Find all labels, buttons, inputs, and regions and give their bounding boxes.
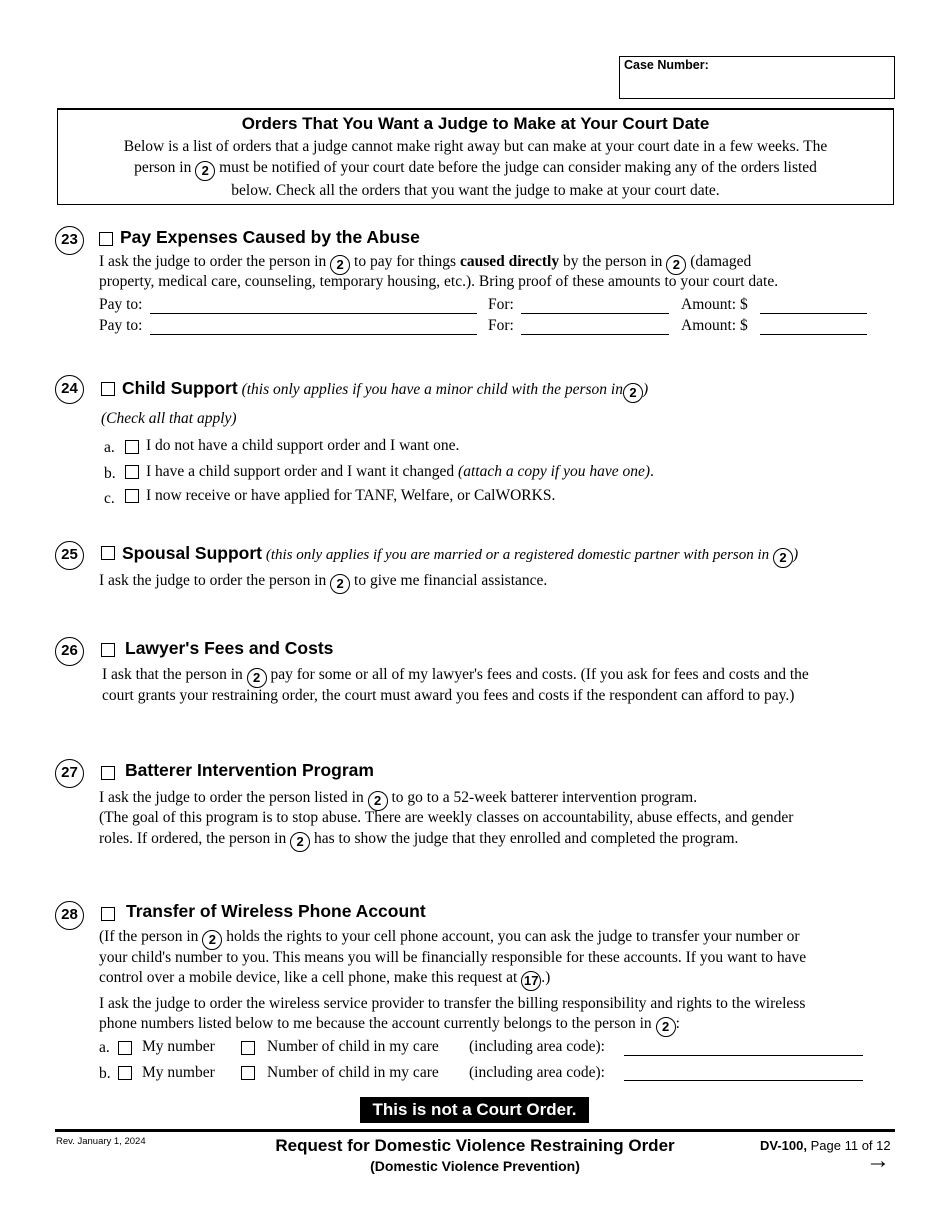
form-title: Request for Domestic Violence Restraining Order: [275, 1136, 675, 1155]
child-number-label-a: Number of child in my care: [267, 1038, 439, 1055]
option-b-text: I have a child support order and I want it changed (attach a copy if you have one).: [146, 463, 654, 480]
intro-title: Orders That You Want a Judge to Make at Your Court Date: [241, 114, 710, 133]
ref-2-badge: 2: [330, 574, 350, 594]
heading-batterer-program: Batterer Intervention Program: [125, 760, 374, 780]
item-number-23: 23: [55, 226, 84, 255]
ref-2-badge: 2: [656, 1017, 676, 1037]
pay-to-label-2: Pay to:: [99, 317, 143, 334]
phone-row-a-letter: a.: [99, 1039, 110, 1056]
s28-text-line1: (If the person in 2 holds the rights to your cell phone account, you can ask the judge to transfer your number or: [99, 927, 800, 950]
s26-text-line1: I ask that the person in 2 pay for some or all of my lawyer's fees and costs. (If you ask for fees and costs and the: [102, 665, 809, 688]
s28-text-line5: phone numbers listed below to me because the account currently belongs to the person in 2 :: [99, 1014, 680, 1037]
child-number-label-b: Number of child in my care: [267, 1064, 439, 1081]
ref-2-badge: 2: [368, 791, 388, 811]
for-field-2[interactable]: [521, 334, 669, 335]
for-field-1[interactable]: [521, 313, 669, 314]
ref-2-badge: 2: [247, 668, 267, 688]
heading-spousal-support: Spousal Support: [122, 543, 262, 563]
checkbox-wireless-transfer[interactable]: [101, 907, 115, 921]
amount-field-1[interactable]: [760, 313, 867, 314]
option-a-letter: a.: [104, 439, 115, 456]
checkbox-lawyers-fees[interactable]: [101, 643, 115, 657]
checkbox-change-child-support-order[interactable]: [125, 465, 139, 479]
pay-to-label-1: Pay to:: [99, 296, 143, 313]
item-number-27: 27: [55, 759, 84, 788]
s28-text-line2: your child's number to you. This means you will be financially responsible for these accounts. If you want to have: [99, 949, 807, 966]
s28-text-line4: I ask the judge to order the wireless service provider to transfer the billing responsibility and rights to the wireless: [99, 995, 806, 1012]
page-indicator: DV-100, Page 11 of 12: [760, 1138, 891, 1153]
my-number-label-a: My number: [142, 1038, 215, 1055]
form-subtitle: (Domestic Violence Prevention): [370, 1158, 580, 1174]
checkbox-child-number-b[interactable]: [241, 1066, 255, 1080]
for-label-1: For:: [488, 296, 514, 313]
s26-text-line2: court grants your restraining order, the court must award you fees and costs if the respondent can afford to pay.): [102, 687, 795, 704]
s27-text-line1: I ask the judge to order the person listed in 2 to go to a 52-week batterer intervention program.: [99, 788, 697, 811]
heading-wireless-transfer: Transfer of Wireless Phone Account: [126, 901, 426, 921]
checkbox-tanf-welfare[interactable]: [125, 489, 139, 503]
next-page-arrow-icon[interactable]: →: [866, 1147, 890, 1174]
not-court-order-banner: This is not a Court Order.: [360, 1097, 589, 1123]
heading-lawyers-fees: Lawyer's Fees and Costs: [125, 638, 334, 658]
heading-pay-expenses: Pay Expenses Caused by the Abuse: [120, 227, 420, 247]
s23-text-line1: I ask the judge to order the person in 2 to pay for things caused directly by the person in 2 (damaged: [99, 252, 751, 275]
intro-box: [57, 108, 894, 205]
item-number-26: 26: [55, 637, 84, 666]
intro-text: Below is a list of orders that a judge cannot make right away but can make at your court date in a few weeks. The person in 2 must be notified of your court date before the judge can consider making any of the orders listed below. Check all the orders that you want the judge to make at your court date.: [123, 138, 828, 199]
heading-child-support: Child Support: [122, 378, 238, 398]
checkbox-my-number-a[interactable]: [118, 1041, 132, 1055]
checkbox-batterer-program[interactable]: [101, 766, 115, 780]
amount-field-2[interactable]: [760, 334, 867, 335]
ref-2-badge: 2: [202, 930, 222, 950]
pay-to-field-1[interactable]: [150, 313, 477, 314]
revision-date: Rev. January 1, 2024: [56, 1136, 146, 1147]
ref-2-badge: 2: [666, 255, 686, 275]
s23-text-line2: property, medical care, counseling, temporary housing, etc.). Bring proof of these amounts to your court date.: [99, 273, 779, 290]
phone-number-field-a[interactable]: [624, 1055, 863, 1056]
option-b-letter: b.: [104, 465, 116, 482]
option-a-text: I do not have a child support order and I want one.: [146, 437, 460, 454]
amount-label-2: Amount: $: [681, 317, 748, 334]
item-number-25: 25: [55, 541, 84, 570]
case-number-label: Case Number:: [624, 58, 709, 72]
checkbox-child-support[interactable]: [101, 382, 115, 396]
ref-2-badge: 2: [773, 548, 793, 568]
phone-row-b-letter: b.: [99, 1065, 111, 1082]
area-code-label-b: (including area code):: [469, 1064, 605, 1081]
ref-2-badge: 2: [623, 383, 643, 403]
my-number-label-b: My number: [142, 1064, 215, 1081]
s27-text-line2: (The goal of this program is to stop abuse. There are weekly classes on accountability, abuse effects, and gender: [99, 809, 794, 826]
checkbox-child-number-a[interactable]: [241, 1041, 255, 1055]
amount-label-1: Amount: $: [681, 296, 748, 313]
item-number-28: 28: [55, 901, 84, 930]
s27-text-line3: roles. If ordered, the person in 2 has to show the judge that they enrolled and completed the program.: [99, 829, 738, 852]
option-c-text: I now receive or have applied for TANF, Welfare, or CalWORKS.: [146, 487, 556, 504]
s25-heading-line: Spousal Support (this only applies if you are married or a registered domestic partner with person in 2 ): [122, 543, 798, 568]
ref-2-badge: 2: [290, 832, 310, 852]
checkbox-my-number-b[interactable]: [118, 1066, 132, 1080]
ref-2-badge: 2: [330, 255, 350, 275]
ref-17-badge: 17: [521, 971, 541, 991]
option-c-letter: c.: [104, 490, 115, 507]
area-code-label-a: (including area code):: [469, 1038, 605, 1055]
case-number-box[interactable]: [619, 56, 895, 99]
item-number-24: 24: [55, 375, 84, 404]
s28-text-line3: control over a mobile device, like a cell phone, make this request at 17 .): [99, 968, 550, 991]
s25-text-line1: I ask the judge to order the person in 2 to give me financial assistance.: [99, 571, 547, 594]
s24-heading-line: Child Support (this only applies if you have a minor child with the person in 2 ): [122, 378, 648, 403]
checkbox-pay-expenses[interactable]: [99, 232, 113, 246]
phone-number-field-b[interactable]: [624, 1080, 863, 1081]
for-label-2: For:: [488, 317, 514, 334]
ref-2-badge: 2: [195, 161, 215, 181]
footer-rule: [55, 1129, 895, 1132]
checkbox-spousal-support[interactable]: [101, 546, 115, 560]
checkbox-no-child-support-order[interactable]: [125, 440, 139, 454]
check-all-note: (Check all that apply): [101, 410, 237, 427]
pay-to-field-2[interactable]: [150, 334, 477, 335]
